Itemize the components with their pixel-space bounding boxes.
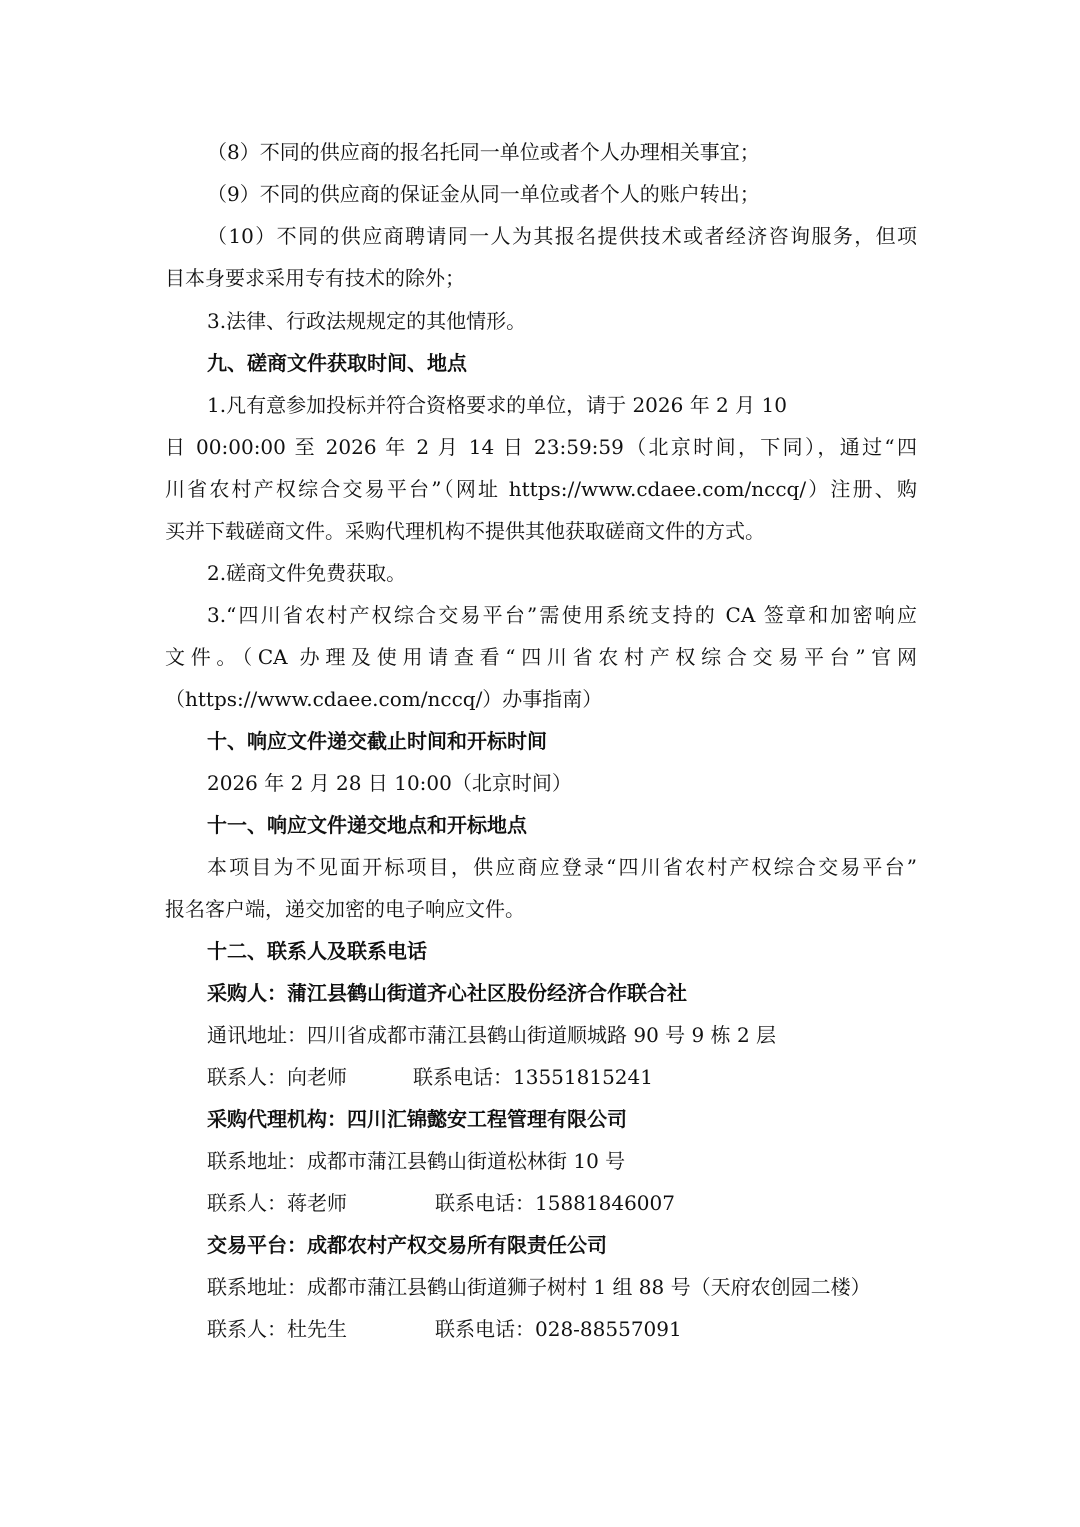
clause-8: （8）不同的供应商的报名托同一单位或者个人办理相关事宜； bbox=[207, 140, 760, 164]
contact-phone: 联系电话：15881846007 bbox=[435, 1191, 675, 1215]
platform-address: 联系地址：成都市蒲江县鹤山街道狮子树村 1 组 88 号（天府农创园二楼） bbox=[207, 1275, 871, 1299]
platform-contact-row bbox=[207, 1315, 917, 1343]
section-heading-11: 十一、响应文件递交地点和开标地点 bbox=[207, 813, 527, 837]
clause-10: （10）不同的供应商聘请同一人为其报名提供技术或者经济咨询服务，但项 bbox=[207, 224, 917, 248]
contact-person: 联系人：杜先生 bbox=[207, 1317, 347, 1341]
contact-phone: 联系电话：13551815241 bbox=[413, 1065, 653, 1089]
agency-contact-row bbox=[207, 1189, 917, 1217]
platform-name: 交易平台：成都农村产权交易所有限责任公司 bbox=[207, 1233, 607, 1257]
paragraph-line: 2026 年 2 月 28 日 10:00（北京时间） bbox=[207, 771, 572, 795]
paragraph-line: 1.凡有意参加投标并符合资格要求的单位，请于 2026 年 2 月 10 bbox=[207, 393, 787, 417]
section-heading-9: 九、磋商文件获取时间、地点 bbox=[207, 351, 467, 375]
paragraph-line: （https://www.cdaee.com/nccq/）办事指南） bbox=[165, 687, 603, 711]
paragraph-line: 报名客户端，递交加密的电子响应文件。 bbox=[165, 897, 525, 921]
paragraph-line: 本项目为不见面开标项目，供应商应登录“四川省农村产权综合交易平台” bbox=[207, 855, 917, 879]
section-heading-10: 十、响应文件递交截止时间和开标时间 bbox=[207, 729, 547, 753]
contact-person: 联系人：蒋老师 bbox=[207, 1191, 347, 1215]
agency-name: 采购代理机构：四川汇锦懿安工程管理有限公司 bbox=[207, 1107, 627, 1131]
contact-person: 联系人：向老师 bbox=[207, 1065, 347, 1089]
purchaser-contact-row bbox=[207, 1063, 917, 1091]
purchaser-address: 通讯地址：四川省成都市蒲江县鹤山街道顺城路 90 号 9 栋 2 层 bbox=[207, 1023, 777, 1047]
paragraph-line: 买并下载磋商文件。采购代理机构不提供其他获取磋商文件的方式。 bbox=[165, 519, 765, 543]
paragraph-line: 2.磋商文件免费获取。 bbox=[207, 561, 407, 585]
clause-10-cont: 目本身要求采用专有技术的除外； bbox=[165, 266, 465, 290]
clause-9: （9）不同的供应商的保证金从同一单位或者个人的账户转出； bbox=[207, 182, 760, 206]
purchaser-name: 采购人：蒲江县鹤山街道齐心社区股份经济合作联合社 bbox=[207, 981, 687, 1005]
item-3: 3.法律、行政法规规定的其他情形。 bbox=[207, 309, 527, 333]
paragraph-line: 文件。（CA 办理及使用请查看“四川省农村产权综合交易平台”官网 bbox=[165, 645, 917, 669]
paragraph-line: 3.“四川省农村产权综合交易平台”需使用系统支持的 CA 签章和加密响应 bbox=[207, 603, 917, 627]
paragraph-line: 日 00:00:00 至 2026 年 2 月 14 日 23:59:59（北京时间，下同），通过“四 bbox=[165, 435, 917, 459]
agency-address: 联系地址：成都市蒲江县鹤山街道松林街 10 号 bbox=[207, 1149, 626, 1173]
contact-phone: 联系电话：028-88557091 bbox=[435, 1317, 682, 1341]
section-heading-12: 十二、联系人及联系电话 bbox=[207, 939, 427, 963]
paragraph-line: 川省农村产权综合交易平台”（网址 https://www.cdaee.com/nccq/）注册、购 bbox=[165, 477, 917, 501]
